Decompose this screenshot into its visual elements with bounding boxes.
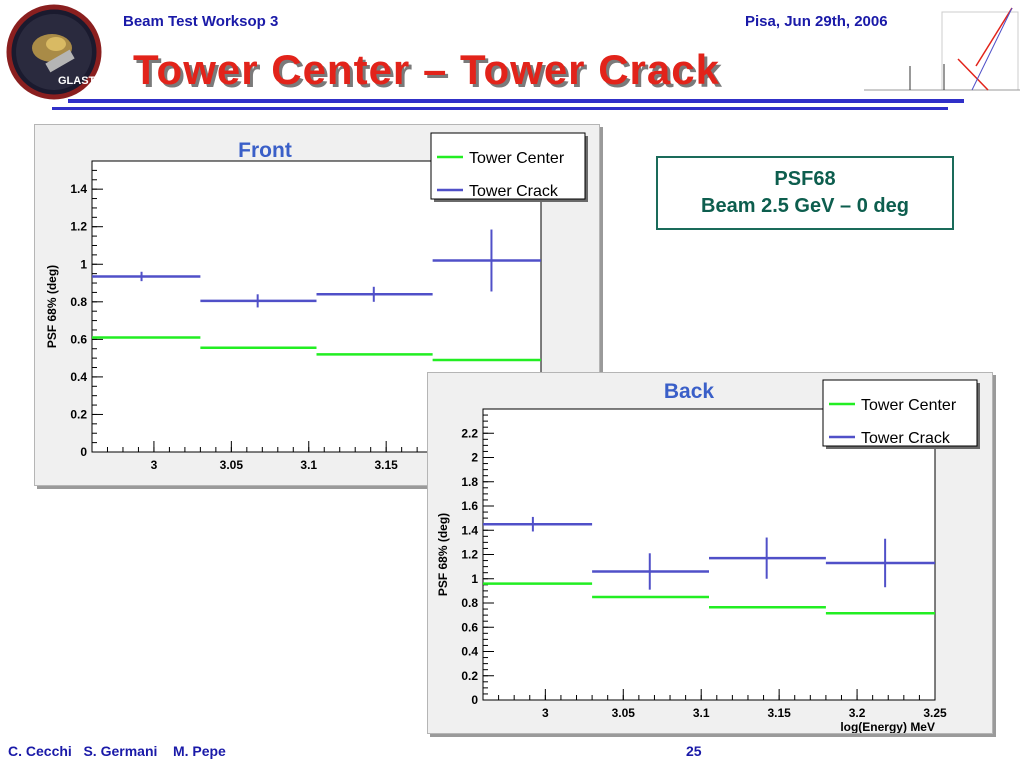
y-tick-label: 0.4 [70, 369, 87, 384]
x-tick-label: 3.1 [300, 458, 318, 472]
footer-authors: C. Cecchi S. Germani M. Pepe [8, 743, 226, 759]
legend-label: Tower Crack [861, 430, 950, 447]
header-right-text: Pisa, Jun 29th, 2006 [745, 13, 888, 30]
y-tick-label: 0.6 [461, 620, 478, 635]
y-tick-label: 1.2 [461, 547, 478, 562]
y-tick-label: 0.8 [461, 596, 478, 610]
x-axis-label: log(Energy) MeV [840, 720, 935, 733]
y-tick-label: 1.2 [70, 219, 87, 234]
legend-label: Tower Center [469, 150, 565, 167]
x-tick-label: 3.1 [692, 706, 710, 720]
y-tick-label: 1.4 [70, 182, 87, 197]
chart-title: Front [238, 139, 292, 162]
x-tick-label: 3.05 [219, 458, 244, 472]
y-tick-label: 1.4 [461, 523, 478, 538]
x-tick-label: 3 [150, 458, 158, 472]
y-axis-label: PSF 68% (deg) [436, 512, 450, 597]
logo-text: GLAST [58, 75, 96, 87]
y-tick-label: 1.6 [461, 499, 478, 513]
title-rule-bottom [52, 107, 948, 110]
back-plot-panel [427, 372, 993, 734]
x-tick-label: 3 [542, 706, 549, 720]
y-tick-label: 2 [471, 450, 478, 465]
plot-area [483, 409, 935, 700]
legend-label: Tower Crack [469, 183, 558, 200]
y-tick-label: 0.2 [70, 407, 87, 422]
header-left-text: Beam Test Worksop 3 [123, 13, 279, 30]
legend-label: Tower Center [861, 397, 957, 414]
y-tick-label: 2.2 [461, 426, 478, 441]
title-rule-top [68, 99, 964, 103]
y-tick-label: 0.4 [461, 644, 478, 659]
y-tick-label: 0.2 [461, 668, 478, 683]
y-axis-label: PSF 68% (deg) [45, 264, 59, 349]
x-tick-label: 3.25 [923, 706, 947, 720]
y-tick-label: 1.8 [461, 474, 478, 489]
x-tick-label: 3.2 [848, 706, 866, 720]
psf-subtitle: Beam 2.5 GeV – 0 deg [701, 195, 909, 217]
psf-info-box [656, 156, 954, 230]
slide-title: Tower Center – Tower Crack [133, 46, 720, 93]
y-tick-label: 1 [471, 571, 478, 586]
x-tick-label: 3.05 [611, 706, 635, 720]
y-tick-label: 0.6 [70, 332, 87, 347]
footer-page-number: 25 [686, 743, 702, 759]
y-tick-label: 0 [80, 445, 87, 459]
chart-title: Back [663, 380, 715, 403]
x-tick-label: 3.15 [767, 706, 791, 720]
back-chart [428, 373, 992, 733]
glast-logo [6, 4, 102, 100]
y-tick-label: 1 [80, 257, 87, 272]
y-tick-label: 0 [471, 693, 478, 707]
y-tick-label: 0.8 [70, 294, 87, 309]
x-tick-label: 3.15 [374, 458, 398, 472]
psf-title: PSF68 [774, 168, 836, 190]
